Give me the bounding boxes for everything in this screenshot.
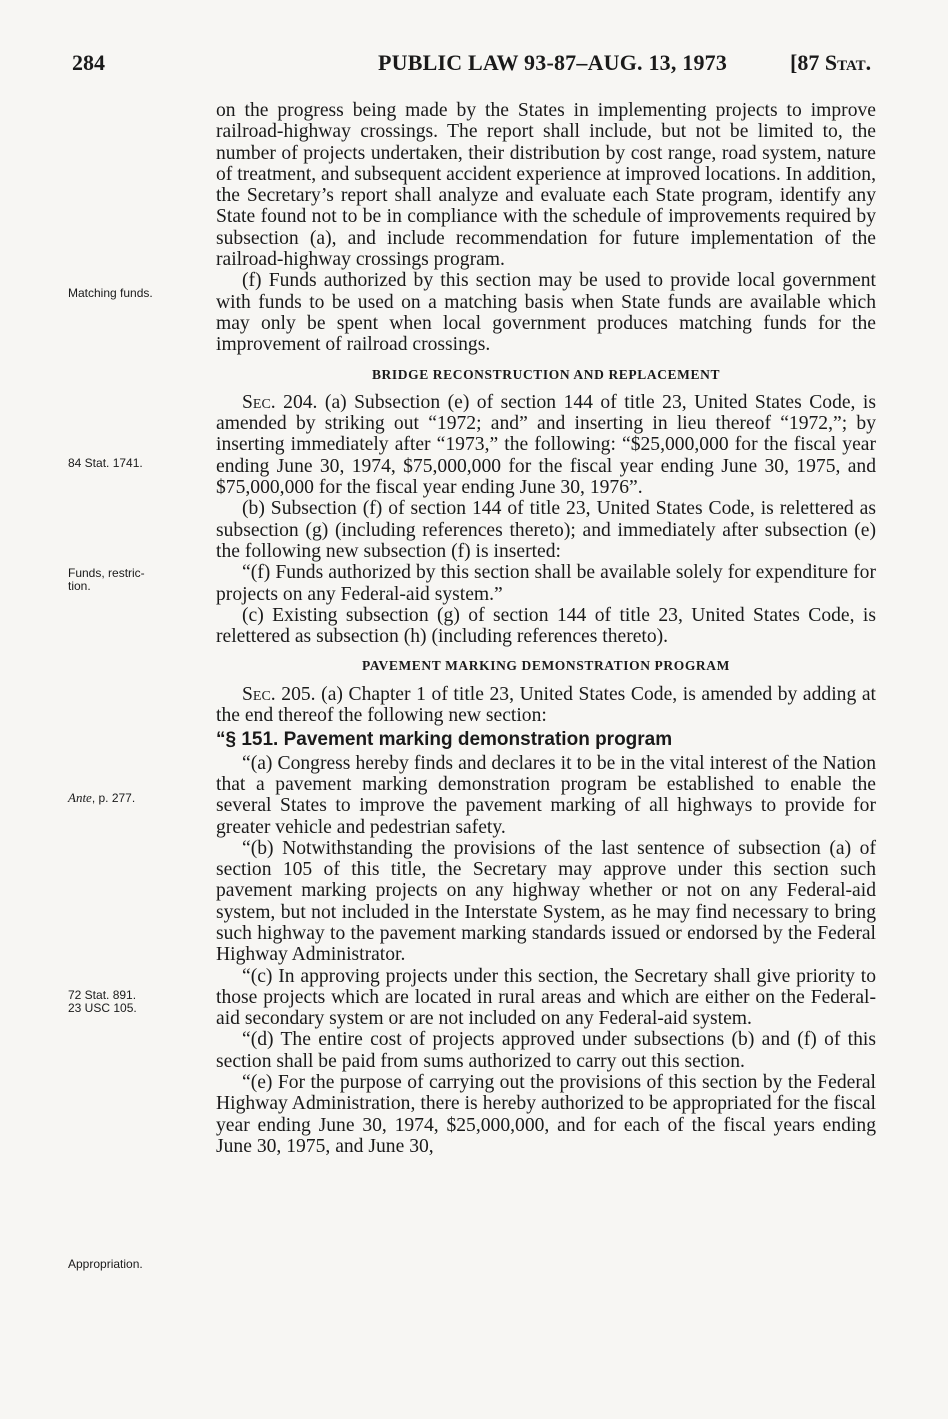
paragraph-151-c: “(c) In approving projects under this section, the Secretary shall give priority to those projects which are located in rural areas and which are either on the Federal-aid secondary system or are not included on any Federal-aid system. bbox=[216, 965, 876, 1030]
heading-pavement-marking: PAVEMENT MARKING DEMONSTRATION PROGRAM bbox=[362, 658, 730, 674]
margin-note-funds-restriction: Funds, restric- tion. bbox=[68, 566, 145, 593]
main-text-column bbox=[216, 100, 876, 1157]
page-number: 284 bbox=[72, 50, 105, 75]
heading-bridge-reconstruction: BRIDGE RECONSTRUCTION AND REPLACEMENT bbox=[371, 366, 721, 382]
paragraph-151-e: “(e) For the purpose of carrying out the provisions of this section by the Federal Highway Administration, there is hereby authorized to be appropriated for the fiscal year ending June 30, 1974, $25,000,000, and for each of the fiscal years ending June 30, 1975, and June 30, bbox=[216, 1072, 876, 1157]
margin-note-stat-891: 72 Stat. 891. 23 USC 105. bbox=[68, 988, 137, 1015]
paragraph-sec-204-c: (c) Existing subsection (g) of section 144 of title 23, United States Code, is relettered as subsection (h) (including references thereto). bbox=[216, 604, 876, 648]
paragraph-progress-report: on the progress being made by the States in implementing projects to improve railroad-highway crossings. The report shall include, but not be limited to, the number of projects undertaken, their distribution by cost range, road system, nature of treatment, and subsequent accident experience at improved locations. In addition, the Secretary’s report shall analyze and evaluate each State program, identify any State found not to be in compliance with the schedule of improvements required by subsection (a), and include recommendation for future implementation of the railroad-highway crossings program. bbox=[216, 100, 876, 271]
margin-note-ante: Ante, p. 277. bbox=[68, 790, 136, 805]
section-151-title: “§ 151. Pavement marking demonstration program bbox=[216, 729, 673, 751]
paragraph-sec-204-b: (b) Subsection (f) of section 144 of title 23, United States Code, is relettered as subsection (g) (including references thereto); and immediately after subsection (e) the following new subsection (f) is inserted: bbox=[216, 498, 876, 562]
margin-note-appropriation: Appropriation. bbox=[68, 1257, 143, 1271]
running-title: PUBLIC LAW 93-87–AUG. 13, 1973 bbox=[378, 50, 728, 75]
paragraph-sec-204-a: Sec. 204. (a) Subsection (e) of section 144 of title 23, United States Code, is amended by striking out “1972; and” and inserting in lieu thereof “1972,”; by inserting immediately after “1973,” the following: “$25,000,000 for the fiscal year ending June 30, 1974, $75,000,000 for the fiscal year ending June 30, 1975, and $75,000,000 for the fiscal year ending June 30, 1976”. bbox=[216, 391, 876, 499]
paragraph-subsection-f-matching: (f) Funds authorized by this section may be used to provide local government with funds to be used on a matching basis when State funds are available which may only be spent when local government produces matching funds for the improvement of railroad crossings. bbox=[216, 270, 876, 356]
page-header bbox=[0, 50, 948, 90]
paragraph-151-a: “(a) Congress hereby finds and declares it to be in the vital interest of the Nation that a pavement marking demonstration program be established to enable the several States to improve the pavement marking of all highways to provide for greater vehicle and pedestrian safety. bbox=[216, 752, 876, 838]
paragraph-151-b: “(b) Notwithstanding the provisions of the last sentence of subsection (a) of section 105 of this title, the Secretary may approve under this section such pavement marking projects on any highway whether or not on any Federal-aid system, but not included in the Interstate System, as he may find necessary to bring such highway to the pavement marking standards issued or endorsed by the Federal Highway Administrator. bbox=[216, 837, 876, 966]
paragraph-sec-204-f-quote: “(f) Funds authorized by this section shall be available solely for expenditure for projects on any Federal-aid system.” bbox=[216, 562, 876, 605]
margin-note-matching-funds: Matching funds. bbox=[68, 286, 153, 300]
statute-reference: [87 Stat. bbox=[790, 50, 872, 75]
margin-note-84-stat-1741: 84 Stat. 1741. bbox=[68, 456, 143, 470]
paragraph-sec-205-a: Sec. 205. (a) Chapter 1 of title 23, United States Code, is amended by adding at the end thereof the following new section: bbox=[216, 683, 876, 727]
paragraph-151-d: “(d) The entire cost of projects approved under subsections (b) and (f) of this section shall be paid from sums authorized to carry out this section. bbox=[216, 1029, 876, 1072]
